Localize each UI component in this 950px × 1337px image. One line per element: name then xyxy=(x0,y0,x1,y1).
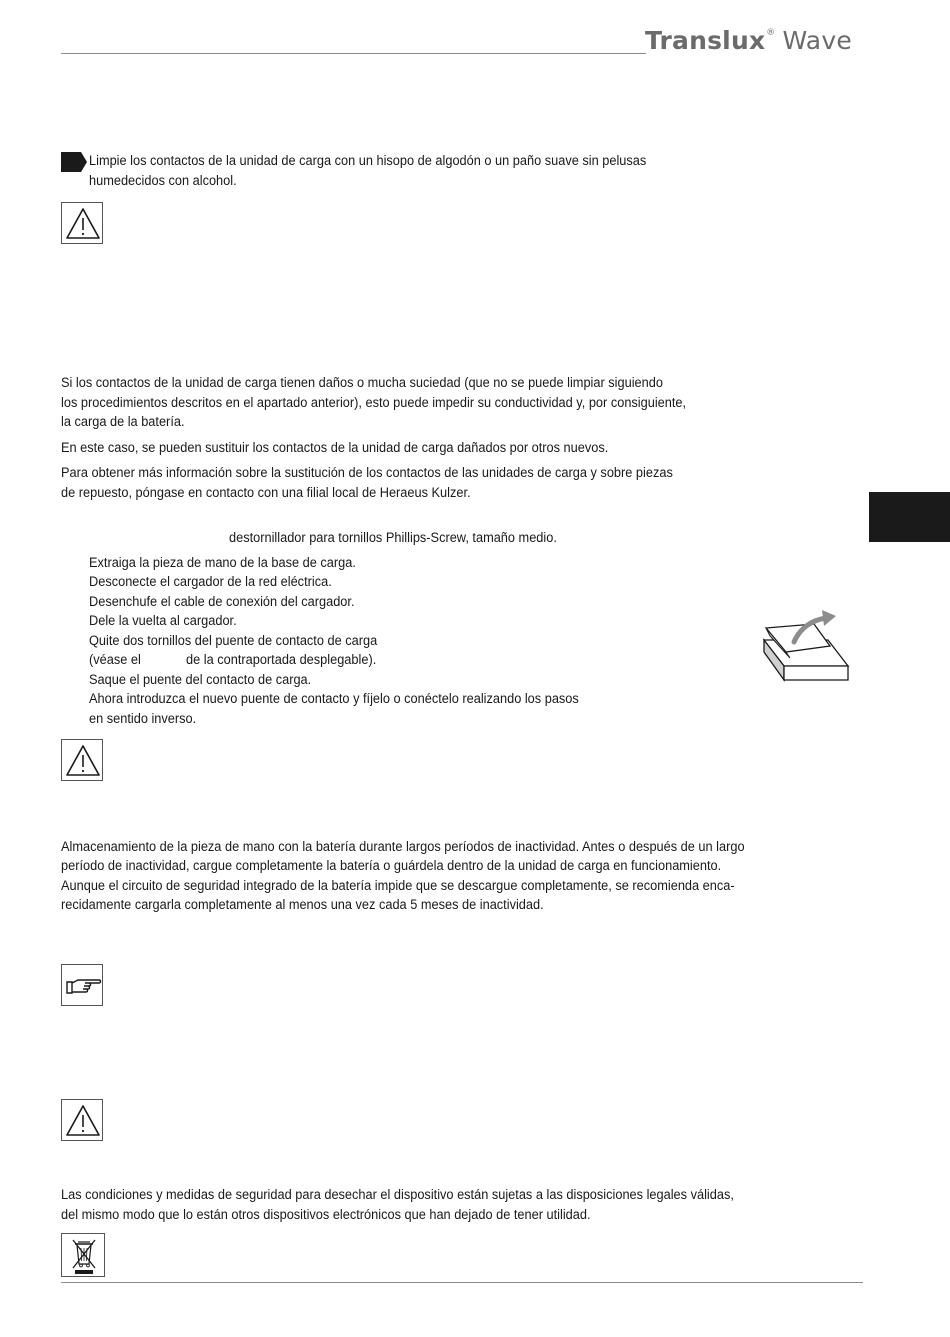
step-3: Desenchufe el cable de conexión del cargador. xyxy=(89,594,355,610)
cleaning-line-2: humedecidos con alcohol. xyxy=(89,173,237,189)
warning-triangle-icon xyxy=(62,1100,104,1142)
step-1: Extraiga la pieza de mano de la base de carga. xyxy=(89,555,356,571)
replacement-para1-line2: los procedimientos descritos en el apartado anterior), esto puede impedir su conductividad y, por consiguiente, xyxy=(61,395,687,411)
warning-box-1 xyxy=(61,202,103,244)
step-5-ref-b: de la contraportada desplegable). xyxy=(186,652,377,668)
replacement-para3-line1: Para obtener más información sobre la sustitución de los contactos de las unidades de carga y sobre piezas xyxy=(61,465,673,481)
replacement-para1-line3: la carga de la batería. xyxy=(61,414,185,430)
weee-box xyxy=(61,1233,105,1277)
warning-triangle-icon xyxy=(62,740,104,782)
storage-line-1: Almacenamiento de la pieza de mano con la batería durante largos períodos de inactividad. Antes o después de un largo xyxy=(61,839,745,855)
pointing-hand-icon xyxy=(62,965,104,1007)
step-5: Quite dos tornillos del puente de contacto de carga xyxy=(89,633,378,649)
step-8: en sentido inverso. xyxy=(89,711,197,727)
header-rule xyxy=(61,53,646,54)
footer-rule xyxy=(61,1282,863,1283)
storage-line-4: recidamente cargarla completamente al menos una vez cada 5 meses de inactividad. xyxy=(61,897,544,913)
brand-logo xyxy=(645,26,852,55)
tool-text: destornillador para tornillos Phillips-Screw, tamaño medio. xyxy=(229,530,557,546)
registered-mark: ® xyxy=(766,28,776,38)
brand-name: Translux xyxy=(645,26,766,55)
step-4: Dele la vuelta al cargador. xyxy=(89,613,237,629)
warning-triangle-icon xyxy=(62,203,104,245)
step-7: Ahora introduzca el nuevo puente de contacto y fíjelo o conéctelo realizando los pasos xyxy=(89,691,579,707)
storage-line-2: período de inactividad, cargue completamente la batería o guárdela dentro de la unidad de carga en funcionamiento. xyxy=(61,858,722,874)
replacement-para3-line2: de repuesto, póngase en contacto con una filial local de Heraeus Kulzer. xyxy=(61,485,471,501)
storage-line-3: Aunque el circuito de seguridad integrado de la batería impide que se descargue completamente, se recomienda enca- xyxy=(61,878,735,894)
step-2: Desconecte el cargador de la red eléctrica. xyxy=(89,574,332,590)
warning-box-2 xyxy=(61,739,103,781)
replacement-para2: En este caso, se pueden sustituir los contactos de la unidad de carga dañados por otros nuevos. xyxy=(61,440,609,456)
crossed-out-bin-icon xyxy=(62,1234,106,1278)
disposal-line-1: Las condiciones y medidas de seguridad para desechar el dispositivo están sujetas a las disposiciones legales válidas, xyxy=(61,1187,734,1203)
product-name: Wave xyxy=(782,26,852,55)
disposal-line-2: del mismo modo que lo están otros dispositivos electrónicos que han dejado de tener utilidad. xyxy=(61,1207,591,1223)
chapter-tab xyxy=(869,492,950,542)
step-5-ref-a: (véase el xyxy=(89,652,141,668)
replacement-para1-line1: Si los contactos de la unidad de carga tienen daños o mucha suciedad (que no se puede limpiar siguiendo xyxy=(61,375,663,391)
cleaning-line-1: Limpie los contactos de la unidad de carga con un hisopo de algodón o un paño suave sin pelusas xyxy=(89,153,647,169)
arrow-bullet-icon xyxy=(61,152,87,177)
warning-box-3 xyxy=(61,1099,103,1141)
flip-charger-icon xyxy=(760,606,852,691)
step-6: Saque el puente del contacto de carga. xyxy=(89,672,312,688)
note-box xyxy=(61,964,103,1006)
